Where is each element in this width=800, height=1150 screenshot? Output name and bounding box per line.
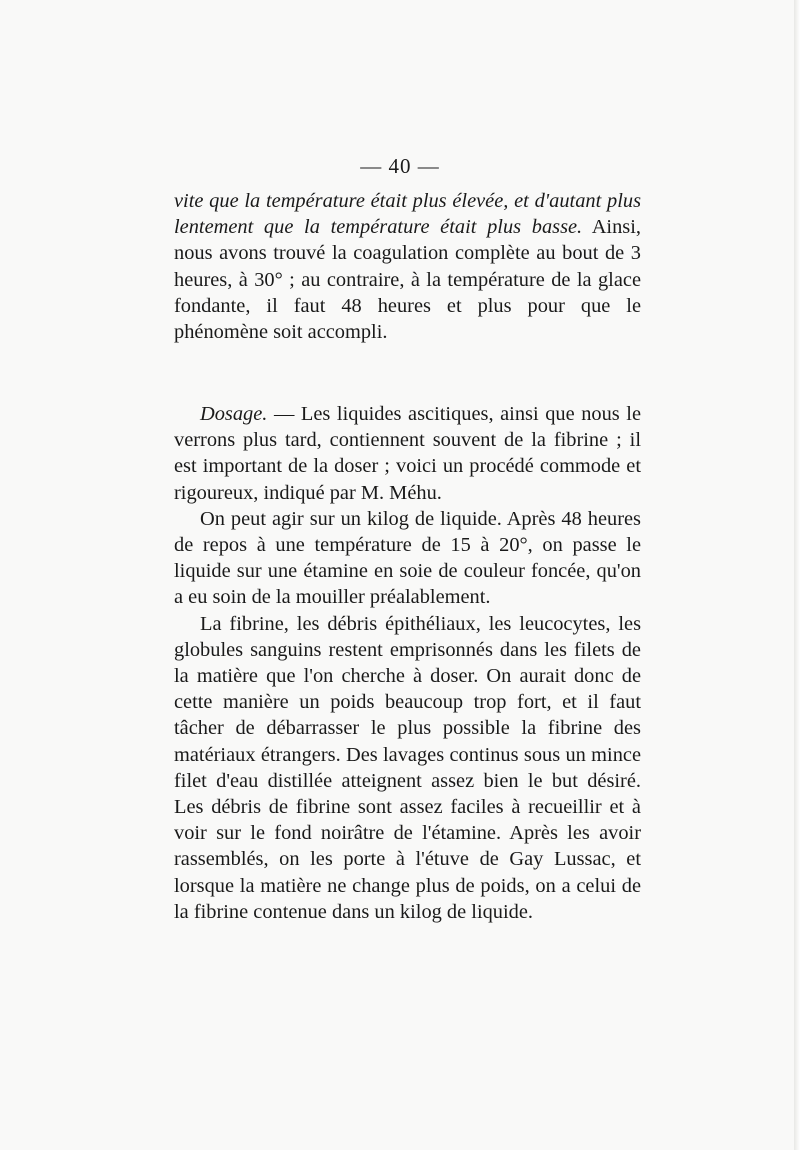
paragraph-continuation [174, 188, 641, 345]
paragraph-text: Ainsi, nous avons trouvé la coagulation complète au bout de 3 heures, à 30° ; au contraire, à la température de la glace fondante, il faut 48 heures et plus pour que le phénomène soit accompli. [174, 216, 641, 344]
page-edge [794, 0, 800, 1150]
paragraph-3: On peut agir sur un kilog de liquide. Après 48 heures de repos à une température de 15 à 20°, on passe le liquide sur une étamine en soie de couleur foncée, qu'on a eu soin de la mouiller préalablement. [174, 507, 641, 609]
page-number: — 40 — [360, 154, 440, 178]
paragraph-2 [174, 401, 641, 506]
section-dosage [174, 401, 641, 925]
paragraph-text: — Les liquides ascitiques, ainsi que nous le verrons plus tard, contiennent souvent de la fibrine ; il est important de la doser ; voici un procédé commode et rigoureux, indiqué par M. Méhu. [174, 403, 641, 504]
paragraph-1 [174, 188, 641, 345]
paragraph-4: La fibrine, les débris épithéliaux, les leucocytes, les globules sanguins restent emprisonnés dans les filets de la matière que l'on cherche à doser. On aurait donc de cette manière un poids beaucoup trop fort, et il faut tâcher de débarrasser le plus possible la fibrine des matériaux étrangers. Des lavages continus sous un mince filet d'eau distillée atteignent assez bien le but désiré. Les débris de fibrine sont assez faciles à recueillir et à voir sur le fond noirâtre de l'étamine. Après les avoir rassemblés, on les porte à l'étuve de Gay Lussac, et lorsque la matière ne change plus de poids, on a celui de la fibrine contenue dans un kilog de liquide. [174, 612, 641, 923]
section-heading-dosage: Dosage. [200, 403, 268, 425]
italic-lead: vite que la température était plus élevée, et d'autant plus lentement que la température était plus basse. [174, 190, 641, 239]
